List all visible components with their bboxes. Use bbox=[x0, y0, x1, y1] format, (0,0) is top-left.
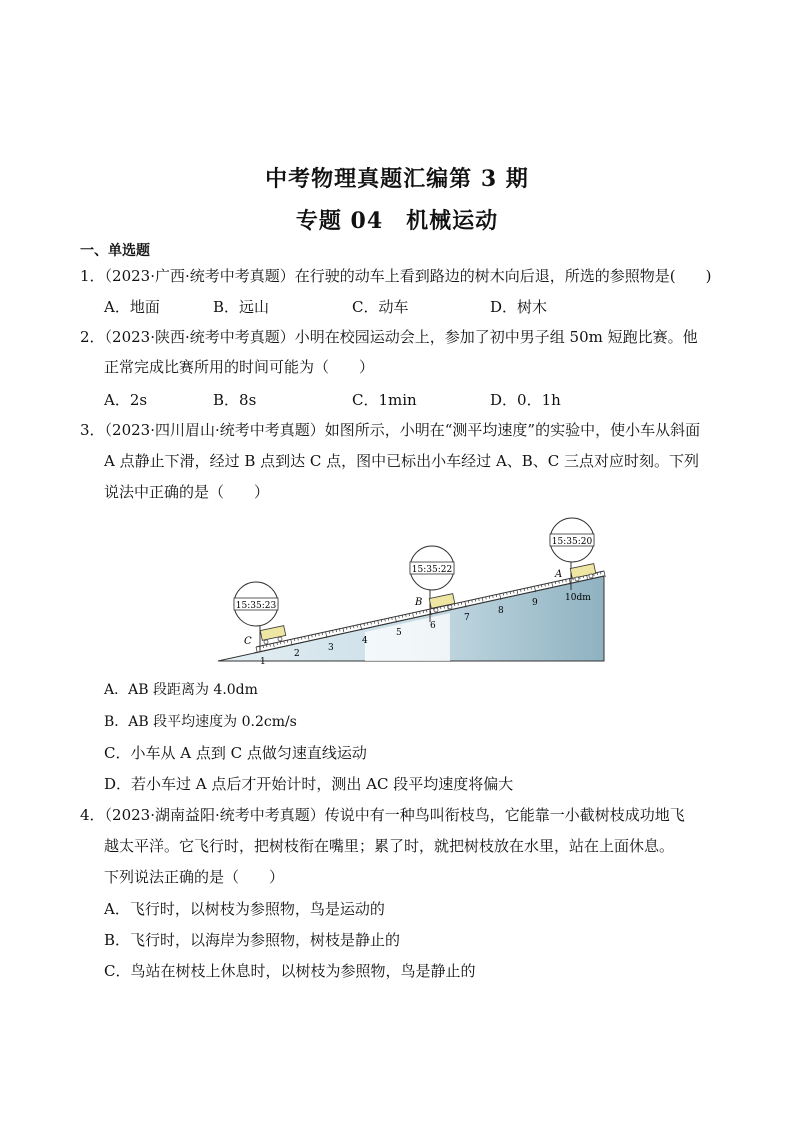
ruler-tick-mark bbox=[489, 596, 490, 599]
ruler-tick-7: 7 bbox=[464, 613, 470, 623]
ruler-tick-mark bbox=[524, 589, 525, 592]
clock-b bbox=[410, 546, 454, 590]
ruler-tick-mark bbox=[385, 619, 386, 622]
ruler-tick-mark bbox=[322, 633, 323, 636]
ruler-tick-mark bbox=[552, 582, 553, 586]
q4-stem-line1: 4．（2023·湖南益阳·统考中考真题）传说中有一种鸟叫衔枝鸟，它能靠一小截树枝成功地飞 bbox=[80, 806, 685, 824]
ruler-tick-mark bbox=[347, 627, 348, 630]
ruler-tick-mark bbox=[270, 644, 271, 647]
ruler-end-label: 10dm bbox=[565, 593, 591, 603]
ruler-tick-mark bbox=[517, 590, 518, 594]
ruler-tick-mark bbox=[294, 639, 295, 642]
q3-stem-line1: 3．（2023·四川眉山·统考中考真题）如图所示，小明在“测平均速度”的实验中，使小车从斜面 bbox=[80, 421, 701, 439]
q3-option-c: C．小车从 A 点到 C 点做匀速直线运动 bbox=[104, 744, 367, 762]
ruler-tick-mark bbox=[503, 593, 504, 596]
q1-option-b: B．远山 bbox=[213, 298, 270, 316]
ruler-tick-mark bbox=[381, 620, 382, 623]
ruler-tick-mark bbox=[601, 572, 602, 575]
clock-b-time: 15:35:22 bbox=[411, 565, 453, 575]
q1-option-d: D．树木 bbox=[490, 298, 548, 316]
q2-option-d: D．0．1h bbox=[490, 391, 561, 409]
q3-stem-line2: A 点静止下滑，经过 B 点到达 C 点，图中已标出小车经过 A、B、C 三点对应时刻。下列 bbox=[104, 452, 700, 470]
ruler-tick-mark bbox=[444, 606, 445, 609]
ruler-tick-mark bbox=[402, 615, 403, 618]
ruler-tick-mark bbox=[507, 592, 508, 595]
ruler-tick-mark bbox=[468, 601, 469, 604]
q4-option-a: A．飞行时，以树枝为参照物，鸟是运动的 bbox=[104, 900, 385, 918]
q2-option-c: C．1min bbox=[352, 391, 417, 409]
ruler-tick-5: 5 bbox=[396, 628, 402, 638]
section-heading: 一、单选题 bbox=[80, 243, 150, 259]
ruler-tick-mark bbox=[340, 629, 341, 632]
ruler-tick-mark bbox=[308, 636, 309, 640]
ruler-tick-mark bbox=[531, 587, 532, 590]
ruler-tick-mark bbox=[514, 591, 515, 594]
q1-option-c: C．动车 bbox=[352, 298, 409, 316]
ruler-tick-mark bbox=[392, 617, 393, 620]
q2-option-b: B．8s bbox=[213, 391, 257, 409]
q4-option-b: B．飞行时，以海岸为参照物，树枝是静止的 bbox=[104, 931, 401, 949]
q3-stem-line3: 说法中正确的是（ ） bbox=[104, 483, 270, 501]
clock-a bbox=[550, 518, 594, 562]
ruler-tick-2: 2 bbox=[294, 649, 300, 659]
ruler-tick-mark bbox=[374, 621, 375, 624]
clock-c bbox=[234, 582, 278, 626]
page-subtitle: 专题 04 机械运动 bbox=[295, 208, 499, 234]
q1-stem: 1．（2023·广西·统考中考真题）在行驶的动车上看到路边的树木向后退，所选的参照物是( ) bbox=[80, 267, 712, 285]
ruler-tick-6: 6 bbox=[430, 621, 436, 631]
ruler-tick-3: 3 bbox=[328, 643, 334, 653]
q4-stem-line3: 下列说法正确的是（ ） bbox=[104, 868, 285, 886]
ruler-tick-mark bbox=[305, 636, 306, 639]
q3-option-a: A．AB 段距离为 4.0dm bbox=[104, 682, 258, 698]
ruler-tick-mark bbox=[420, 611, 421, 614]
ruler-tick-mark bbox=[277, 642, 278, 645]
ruler-tick-1: 1 bbox=[260, 657, 266, 666]
q2-stem-line2: 正常完成比赛所用的时间可能为（ ） bbox=[104, 358, 375, 376]
ruler-tick-mark bbox=[566, 579, 567, 582]
ruler-tick-mark bbox=[559, 581, 560, 584]
label-a: A bbox=[555, 569, 563, 580]
ruler-tick-mark bbox=[461, 602, 462, 605]
ruler-tick-mark bbox=[482, 598, 483, 602]
ruler-tick-mark bbox=[413, 613, 414, 617]
q1-option-a: A．地面 bbox=[104, 298, 160, 316]
ruler-tick-mark bbox=[416, 612, 417, 615]
ruler-tick-mark bbox=[409, 614, 410, 617]
ruler-tick-mark bbox=[399, 616, 400, 619]
clock-a-time: 15:35:20 bbox=[551, 537, 593, 547]
q4-option-c: C．鸟站在树枝上休息时，以树枝为参照物，鸟是静止的 bbox=[104, 962, 476, 980]
ruler-tick-4: 4 bbox=[362, 636, 368, 646]
ruler-tick-mark bbox=[329, 631, 330, 634]
ruler-tick-mark bbox=[280, 642, 281, 645]
ruler-tick-mark bbox=[367, 623, 368, 626]
ruler-tick-mark bbox=[496, 595, 497, 598]
ruler-tick-mark bbox=[486, 597, 487, 600]
ruler-tick-mark bbox=[454, 604, 455, 607]
ruler-tick-mark bbox=[555, 582, 556, 585]
ruler-tick-mark bbox=[333, 630, 334, 633]
page-title: 中考物理真题汇编第 3 期 bbox=[265, 166, 529, 192]
ruler-tick-9: 9 bbox=[532, 598, 538, 608]
ruler-tick-mark bbox=[315, 634, 316, 637]
ruler-tick-mark bbox=[548, 583, 549, 586]
ruler-tick-8: 8 bbox=[498, 606, 504, 616]
ruler-tick-mark bbox=[312, 635, 313, 638]
incline-figure bbox=[210, 514, 610, 666]
ruler-tick-mark bbox=[378, 620, 379, 624]
q2-stem-line1: 2．（2023·陕西·统考中考真题）小明在校园运动会上，参加了初中男子组 50m 短跑比赛。他 bbox=[80, 328, 698, 346]
ruler-tick-mark bbox=[357, 625, 358, 628]
ruler-tick-mark bbox=[343, 628, 344, 632]
q3-option-d: D．若小车过 A 点后才开始计时，测出 AC 段平均速度将偏大 bbox=[104, 775, 514, 793]
ruler-tick-mark bbox=[479, 598, 480, 601]
q2-option-a: A．2s bbox=[104, 391, 148, 409]
ruler-tick-mark bbox=[287, 640, 288, 643]
ruler-tick-mark bbox=[472, 600, 473, 603]
label-b: B bbox=[415, 597, 423, 608]
q3-option-b: B．AB 段平均速度为 0.2cm/s bbox=[104, 714, 297, 730]
ruler-tick-mark bbox=[350, 627, 351, 630]
ruler-tick-mark bbox=[427, 610, 428, 613]
ruler-tick-mark bbox=[541, 585, 542, 588]
clock-c-time: 15:35:23 bbox=[235, 601, 277, 611]
ruler-tick-mark bbox=[364, 623, 365, 626]
ruler-tick-mark bbox=[298, 638, 299, 641]
ruler-tick-mark bbox=[521, 589, 522, 592]
ruler-tick-mark bbox=[273, 643, 274, 647]
label-c: C bbox=[244, 636, 252, 647]
ruler-tick-mark bbox=[263, 646, 264, 649]
q4-stem-line2: 越太平洋。它飞行时，把树枝衔在嘴里；累了时，就把树枝放在水里，站在上面休息。 bbox=[104, 837, 675, 855]
ruler-tick-mark bbox=[538, 585, 539, 588]
